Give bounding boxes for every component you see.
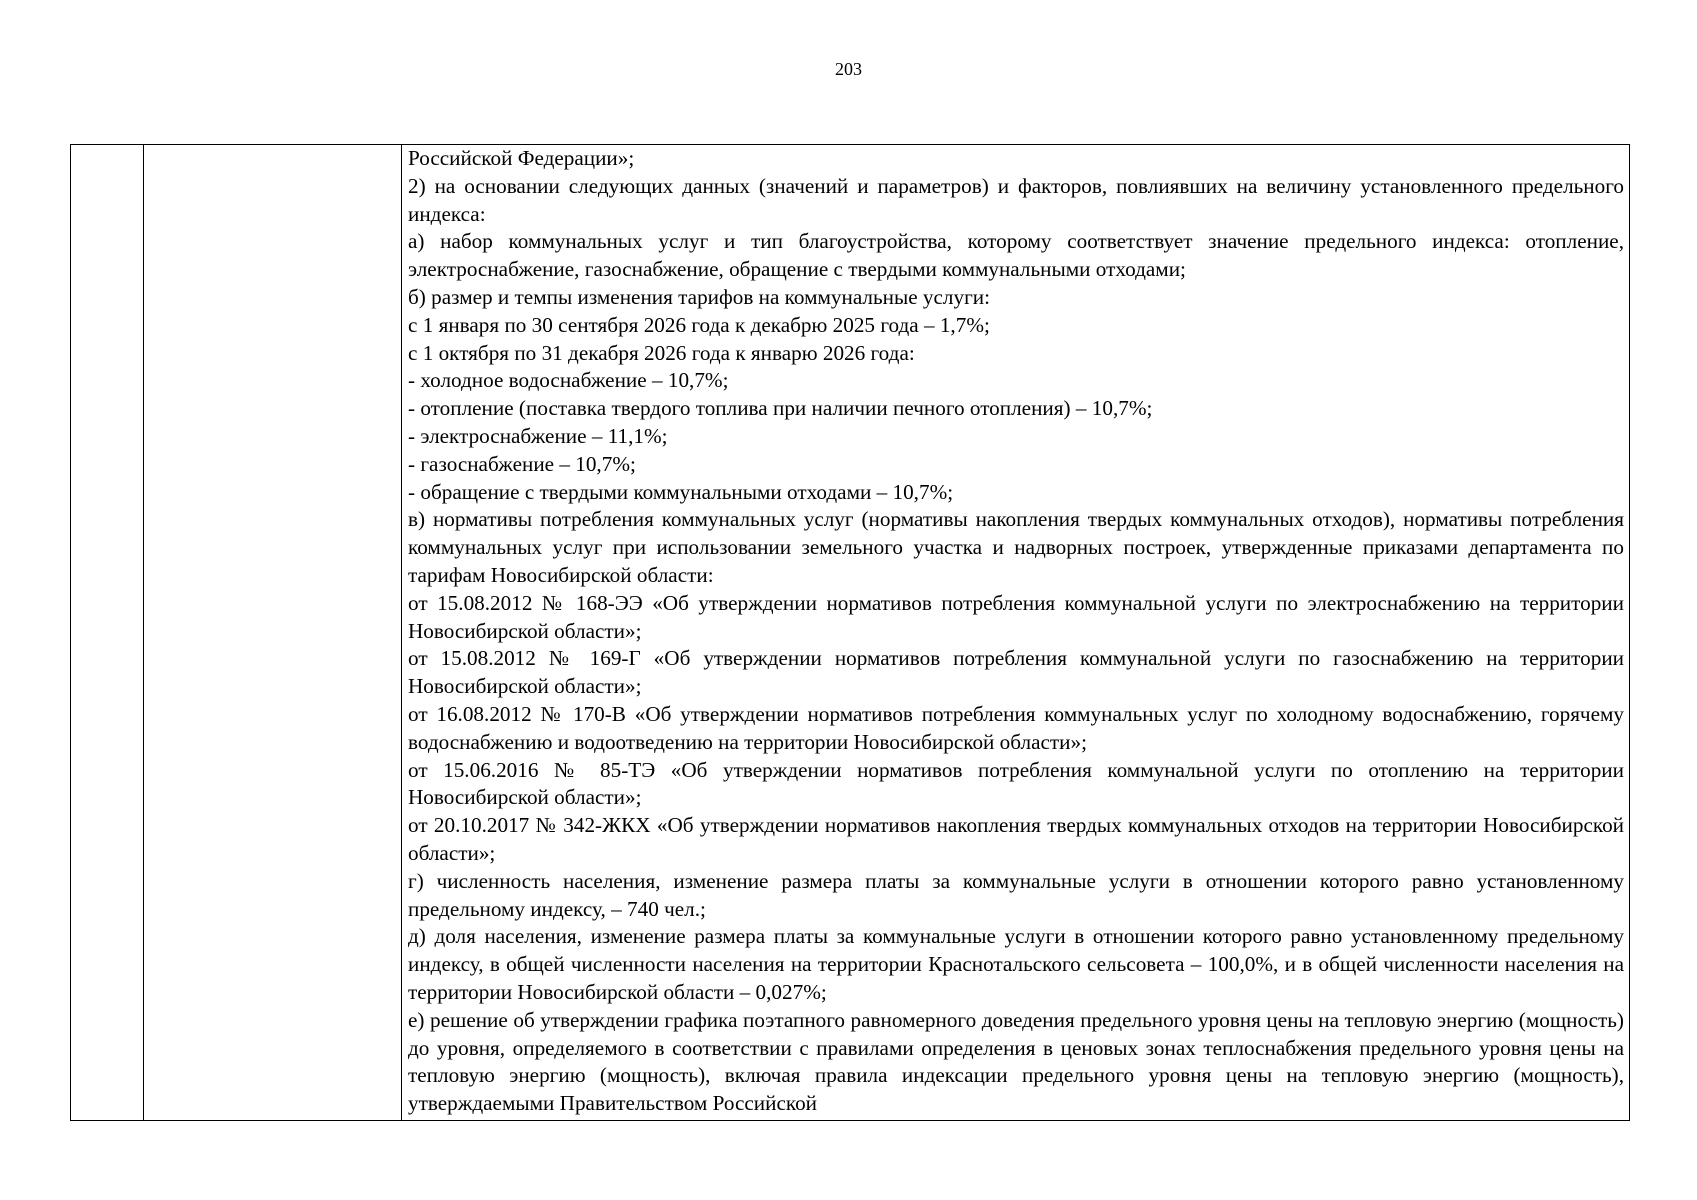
table-cell-text xyxy=(408,145,1624,1118)
table-cell-paragraph: Российской Федерации»; xyxy=(408,146,635,170)
table-cell-paragraph: - электроснабжение – 11,1%; xyxy=(408,423,668,448)
table-cell-paragraph: от 20.10.2017 № 342-ЖКХ «Об утверждении нормативов накопления твердых коммунальных отходов на территории Новосибирской области»; xyxy=(408,813,1624,865)
table-cell-paragraph: - холодное водоснабжение – 10,7%; xyxy=(408,368,729,393)
table-cell-paragraph: г) численность населения, изменение размера платы за коммунальные услуги в отношении которого равно установленному предельному индексу, – 740 чел.; xyxy=(408,868,1624,921)
table-column-divider xyxy=(401,145,402,1120)
table-cell-paragraph: с 1 октября по 31 декабря 2026 года к январю 2026 года: xyxy=(408,340,915,365)
table-cell-paragraph: 2) на основании следующих данных (значений и параметров) и факторов, повлиявших на величину установленного предельного индекса: xyxy=(408,173,1624,226)
table-cell-paragraph: а) набор коммунальных услуг и тип благоустройства, которому соответствует значение предельного индекса: отопление, электроснабжение, газоснабжение, обращение с твердыми коммунальными отходами; xyxy=(408,229,1624,282)
table-cell-paragraph: от 15.08.2012 № 168-ЭЭ «Об утверждении нормативов потребления коммунальной услуги по электроснабжению на территории Новосибирской области»; xyxy=(408,590,1624,643)
table-cell-paragraph: с 1 января по 30 сентября 2026 года к декабрю 2025 года – 1,7%; xyxy=(408,312,990,337)
table-cell-paragraph: от 15.08.2012 № 169-Г «Об утверждении нормативов потребления коммунальной услуги по газоснабжению на территории Новосибирской области»; xyxy=(408,646,1624,699)
table-cell-paragraph: от 15.06.2016 № 85-ТЭ «Об утверждении нормативов потребления коммунальной услуги по отоплению на территории Новосибирской области»; xyxy=(408,757,1624,810)
table-cell-paragraph: - отопление (поставка твердого топлива при наличии печного отопления) – 10,7%; xyxy=(408,396,1153,421)
table-cell-paragraph: д) доля населения, изменение размера платы за коммунальные услуги в отношении которого равно установленному предельному индексу, в общей численности населения на территории Краснотальского сельсовета – 100,0%, и в общей численности населения на территории Новосибирской области – 0,027%; xyxy=(408,924,1624,1004)
table-cell-paragraph: - обращение с твердыми коммунальными отходами – 10,7%; xyxy=(408,479,954,504)
table-cell-paragraph: - газоснабжение – 10,7%; xyxy=(408,451,636,476)
document-table xyxy=(70,144,1630,1121)
table-cell-paragraph: е) решение об утверждении графика поэтапного равномерного доведения предельного уровня цены на тепловую энергию (мощность) до уровня, определяемого в соответствии с правилами определения в ценовых зонах теплоснабжения предельного уровня цены на тепловую энергию (мощность), включая правила индексации предельного уровня цены на тепловую энергию (мощность), утверждаемыми Правительством Российской xyxy=(408,1007,1624,1116)
table-cell-paragraph: б) размер и темпы изменения тарифов на коммунальные услуги: xyxy=(408,284,991,309)
table-cell-paragraph: от 16.08.2012 № 170-В «Об утверждении нормативов потребления коммунальных услуг по холодному водоснабжению, горячему водоснабжению и водоотведению на территории Новосибирской области»; xyxy=(408,701,1624,754)
table-cell-paragraph: в) нормативы потребления коммунальных услуг (нормативы накопления твердых коммунальных отходов), нормативы потребления коммунальных услуг при использовании земельного участка и надворных построек, утвержденные приказами департамента по тарифам Новосибирской области: xyxy=(408,507,1624,587)
page-number: 203 xyxy=(835,59,862,79)
table-column-divider xyxy=(143,145,144,1120)
